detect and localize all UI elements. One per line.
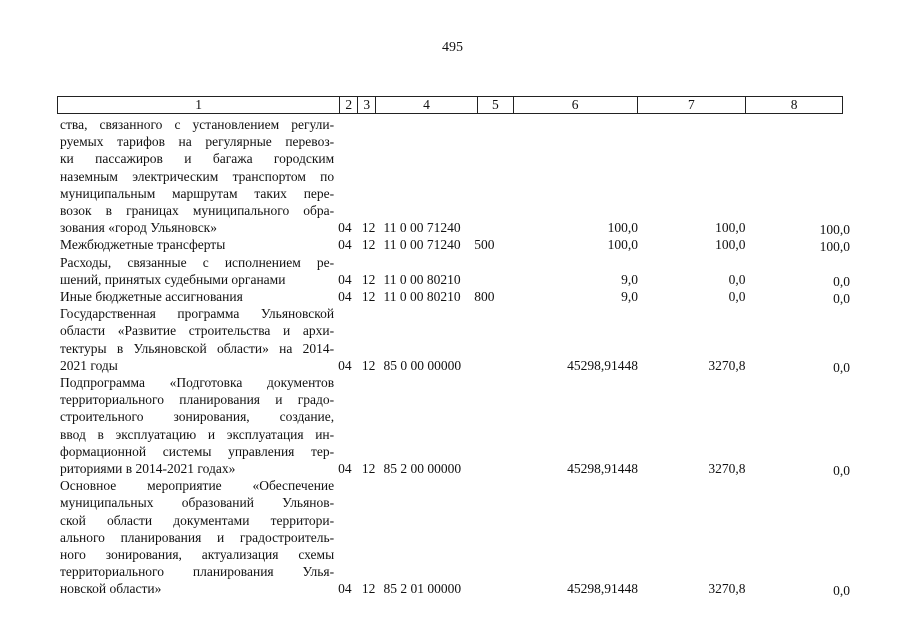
header-col-8: 8 [790, 97, 798, 112]
amount-col-8: 0,0 [833, 583, 851, 599]
section-code: 04 [338, 357, 352, 373]
table-row [60, 305, 850, 374]
description-line: Подпрограмма «Подготовка документов [60, 375, 335, 391]
description-line: муниципальных образований Ульянов- [60, 495, 335, 511]
row-description [60, 116, 334, 236]
description-line: тектуры в Ульяновской области» на 2014- [60, 340, 335, 356]
target-article-code: 85 2 01 00000 [383, 581, 462, 597]
description-line: шений, принятых судебными органами [60, 271, 286, 287]
description-line: новской области» [60, 581, 162, 597]
description-line: ства, связанного с установлением регули- [60, 117, 335, 132]
header-col-7: 7 [638, 97, 747, 113]
amount-col-7: 100,0 [715, 237, 746, 253]
section-code: 04 [338, 581, 352, 597]
table-header [57, 96, 843, 114]
amount-col-6: 100,0 [607, 220, 638, 236]
amount-col-7: 3270,8 [708, 581, 746, 597]
expense-type-code: 500 [474, 237, 495, 253]
amount-col-7: 0,0 [728, 289, 746, 305]
description-line: Основное мероприятие «Обеспечение [60, 478, 335, 494]
description-line: области «Развитие строительства и архи- [60, 323, 335, 339]
amount-col-8: 0,0 [833, 359, 851, 375]
amount-col-6: 9,0 [621, 271, 638, 287]
section-code: 04 [338, 237, 352, 253]
amount-col-8: 100,0 [819, 239, 851, 255]
table-row [60, 116, 850, 236]
table-row [60, 288, 850, 305]
section-code: 04 [338, 271, 352, 287]
subsection-code: 12 [361, 581, 376, 597]
table-row [60, 374, 850, 477]
description-line: 2021 годы [60, 357, 118, 373]
target-article-code: 11 0 00 71240 [383, 220, 461, 236]
header-col-4: 4 [376, 97, 478, 113]
amount-col-6: 9,0 [621, 289, 638, 305]
description-line: возок в границах муниципального обра- [60, 203, 335, 219]
amount-col-8: 0,0 [833, 291, 851, 307]
description-line: ального планирования и градостроитель- [60, 529, 335, 545]
table-row [60, 477, 850, 597]
target-article-code: 11 0 00 80210 [383, 271, 461, 287]
target-article-code: 85 0 00 00000 [383, 357, 462, 373]
amount-col-6: 45298,91448 [567, 461, 638, 477]
subsection-code: 12 [361, 289, 376, 305]
amount-col-8: 0,0 [833, 463, 851, 479]
header-col-3: 3 [358, 97, 376, 113]
table-row [60, 236, 850, 253]
page-number: 495 [442, 40, 463, 55]
subsection-code: 12 [361, 357, 376, 373]
description-line: Расходы, связанные с исполнением ре- [60, 254, 335, 270]
amount-col-6: 45298,91448 [567, 357, 638, 373]
amount-col-7: 100,0 [715, 220, 746, 236]
subsection-code: 12 [361, 237, 376, 253]
description-line: формационной системы управления тер- [60, 443, 335, 459]
description-line: территориального планирования Улья- [60, 564, 335, 580]
table-body [60, 116, 850, 598]
row-description [60, 288, 334, 305]
description-line: зования «город Ульяновск» [60, 220, 217, 236]
header-col-5: 5 [478, 97, 514, 113]
table-row [60, 254, 850, 288]
row-description [60, 477, 334, 597]
subsection-code: 12 [361, 461, 376, 477]
amount-col-7: 3270,8 [708, 461, 746, 477]
description-line: ской области документами территори- [60, 512, 335, 528]
expense-type-code: 800 [474, 289, 495, 305]
target-article-code: 85 2 00 00000 [383, 461, 462, 477]
description-line: муниципальным маршрутам таких пере- [60, 185, 335, 201]
subsection-code: 12 [361, 271, 376, 287]
description-line: Межбюджетные трансферты [60, 237, 226, 253]
description-line: наземным электрическим транспортом по [60, 168, 335, 184]
description-line: руемых тарифов на регулярные перевоз- [60, 134, 335, 150]
target-article-code: 11 0 00 80210 [383, 289, 461, 305]
section-code: 04 [338, 461, 352, 477]
description-line: Государственная программа Ульяновской [60, 306, 335, 322]
amount-col-8: 100,0 [819, 222, 851, 238]
row-description [60, 236, 334, 253]
description-line: ки пассажиров и багажа городским [60, 151, 335, 167]
description-line: ного зонирования, актуализация схемы [60, 547, 335, 563]
amount-col-8: 0,0 [833, 273, 851, 289]
subsection-code: 12 [361, 220, 376, 236]
amount-col-7: 0,0 [728, 271, 746, 287]
header-col-6: 6 [514, 97, 638, 113]
row-description [60, 374, 334, 477]
amount-col-6: 100,0 [607, 237, 638, 253]
description-line: территориального планирования и градо- [60, 392, 335, 408]
amount-col-6: 45298,91448 [567, 581, 638, 597]
header-col-1: 1 [58, 97, 340, 113]
header-col-2: 2 [340, 97, 358, 113]
target-article-code: 11 0 00 71240 [383, 237, 461, 253]
description-line: Иные бюджетные ассигнования [60, 289, 243, 305]
amount-col-7: 3270,8 [708, 357, 746, 373]
section-code: 04 [338, 289, 352, 305]
row-description [60, 305, 334, 374]
section-code: 04 [338, 220, 352, 236]
description-line: ввод в эксплуатацию и эксплуатация ин- [60, 426, 335, 442]
row-description [60, 254, 334, 288]
description-line: строительного зонирования, создание, [60, 409, 335, 425]
description-line: риториями в 2014-2021 годах» [60, 461, 236, 477]
